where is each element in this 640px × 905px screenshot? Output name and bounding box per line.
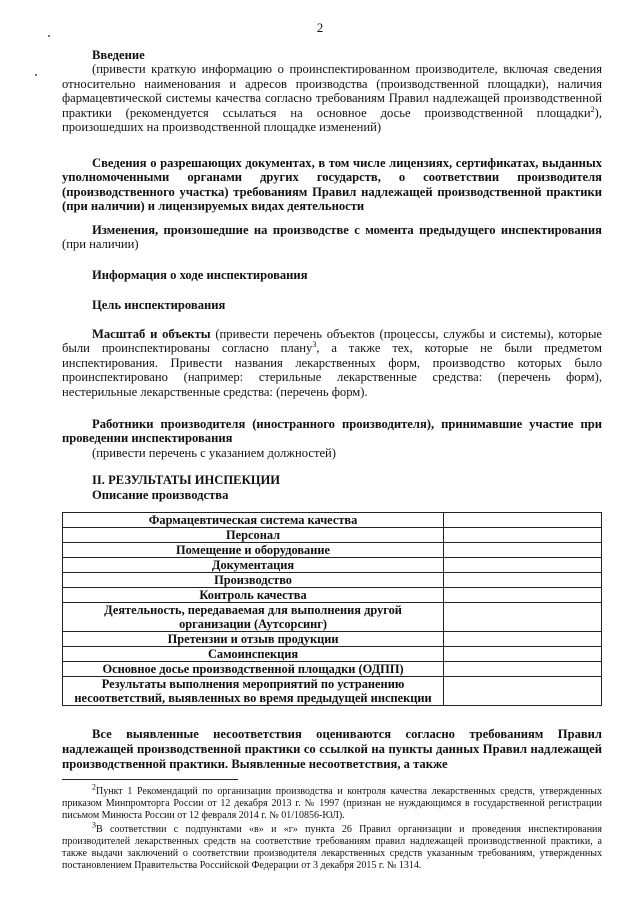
workers-section: [62, 417, 602, 460]
table-row-label: Производство: [63, 573, 444, 588]
intro-section: [62, 48, 602, 134]
permits-section: Сведения о разрешающих документах, в том числе лицензиях, сертификатах, выданных уполномоченными органами других государств, о соответствии производителя (производственного участка) требованиям Правил надлежащей производственной практики (при наличии) и лицензируемых видах деятельности: [62, 156, 602, 214]
scope-section: Масштаб и объекты (привести перечень объектов (процессы, службы и системы), которые были проинспектированы согласно плану$^3$, а также тех, которые не были предметом инспектирования. Привести названия лекарственных форм, производство которых было проинспектировано (например: стерильные лекарственные средства: (перечень форм), нестерильные лекарственные средства: (перечень форм).: [62, 327, 602, 399]
table-row-label: Самоинспекция: [63, 647, 444, 662]
results-heading: [92, 473, 592, 503]
table-row-value-cell: [444, 513, 602, 528]
footnote-ref-3: 3: [312, 340, 317, 350]
table-row: [63, 513, 602, 528]
table-row: [63, 662, 602, 677]
table-row-value-cell: [444, 588, 602, 603]
table-row-label: Документация: [63, 558, 444, 573]
table-row: [63, 603, 602, 632]
table-row-value-cell: [444, 543, 602, 558]
changes-section: [62, 223, 602, 252]
table-row-value-cell: [444, 662, 602, 677]
table-row-label: Помещение и оборудование: [63, 543, 444, 558]
table-row-label: Контроль качества: [63, 588, 444, 603]
inspection-info-title: Информация о ходе инспектирования: [92, 268, 308, 282]
table-row: [63, 573, 602, 588]
footnote-2: $^2$Пункт 1 Рекомендаций по организации производства и контроля качества лекарственных средств, утвержденных приказом Минпромторга России от 12 декабря 2013 г. № 1997 (признан не нуждающимся в государственной регистрации письмом Минюста России от 12 февраля 2014 г. № 01/10856-ЮЛ).: [62, 782, 602, 821]
workers-title: Работники производителя (иностранного производителя), принимавшие участие при проведении инспектирования: [62, 417, 602, 446]
scope-title: Масштаб и объекты: [92, 327, 211, 341]
results-title: II. РЕЗУЛЬТАТЫ ИНСПЕКЦИИ: [92, 473, 281, 487]
table-row-label: Фармацевтическая система качества: [63, 513, 444, 528]
table-row-value-cell: [444, 603, 602, 632]
workers-note: (привести перечень с указанием должностей): [92, 445, 336, 460]
table-row-label: Результаты выполнения мероприятий по устранению несоответствий, выявленных во время предыдущей инспекции: [63, 677, 444, 706]
table-row-value-cell: [444, 632, 602, 647]
table-row: [63, 558, 602, 573]
table-row-label: Персонал: [63, 528, 444, 543]
footnote-ref-2: 2: [590, 104, 595, 114]
scan-speck: [35, 74, 37, 76]
table-row-label: Претензии и отзыв продукции: [63, 632, 444, 647]
intro-title: Введение: [92, 48, 145, 62]
table-row: [63, 543, 602, 558]
table-row-value-cell: [444, 528, 602, 543]
table-row: [63, 647, 602, 662]
table-row-label: Деятельность, передаваемая для выполнения другой организации (Аутсорсинг): [63, 603, 444, 632]
conclusion-text: Все выявленные несоответствия оцениваются согласно требованиям Правил надлежащей производственной практики со ссылкой на пункты данных Правил надлежащей производственной практики. Выявленные несоответствия, а также: [62, 727, 602, 772]
table-row: [63, 632, 602, 647]
page-number: 2: [316, 20, 324, 35]
table-row: [63, 588, 602, 603]
footnote-3: $^3$В соответствии с подпунктами «в» и «г» пункта 26 Правил организации и проведения инспектирования производителей лекарственных средств на соответствие требованиям правил надлежащей производственной практики, а также выдачи заключений о соответствии производителя лекарственных средств указанным требованиям, утвержденных постановлением Правительства Российской Федерации от 3 декабря 2015 г. № 1314.: [62, 820, 602, 871]
footnote-separator: [62, 779, 238, 780]
table-row: [63, 677, 602, 706]
results-subtitle: Описание производства: [92, 488, 229, 502]
goal-title: Цель инспектирования: [92, 298, 226, 312]
table-row-label: Основное досье производственной площадки (ОДПП): [63, 662, 444, 677]
changes-note: (при наличии): [62, 237, 139, 252]
table-row-value-cell: [444, 573, 602, 588]
intro-text: (привести краткую информацию о проинспектированном производителе, включая сведения относительно наименования и адресов производства (производственной площадки), наличия фармацевтической системы качества согласно требованиям Правил надлежащей производственной практики (рекомендуется ссылаться на основное досье производственной площадки$^2$), произошедших на производственной площадке изменений): [62, 62, 602, 135]
table-row-value-cell: [444, 558, 602, 573]
production-description-table: [62, 512, 602, 706]
changes-title: Изменения, произошедшие на производстве с момента предыдущего инспектирования: [92, 223, 602, 237]
table-row-value-cell: [444, 677, 602, 706]
table-row: [63, 528, 602, 543]
table-row-value-cell: [444, 647, 602, 662]
